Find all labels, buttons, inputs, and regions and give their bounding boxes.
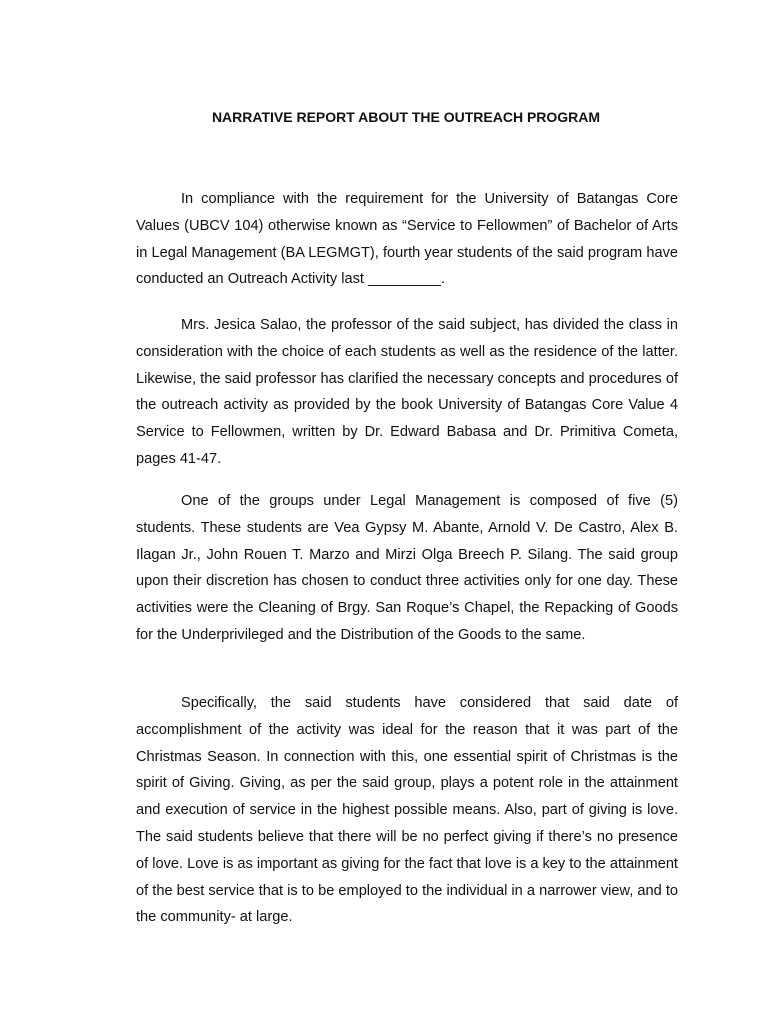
paragraph-4: Specifically, the said students have considered that said date of accomplishment of the activity was ideal for the reason that it was part of the Christmas Season. In connection with this, one essential spirit of Christmas is the spirit of Giving. Giving, as per the said group, plays a potent role in the attainment and execution of service in the highest possible means. Also, part of giving is love. The said students believe that there will be no perfect giving if there’s no presence of love. Love is as important as giving for the fact that love is a key to the attainment of the best service that is to be employed to the individual in a narrower view, and to the community- at large. [136,695,678,926]
paragraph-1: In compliance with the requirement for the University of Batangas Core Values (UBCV 104) otherwise known as “Service to Fellowmen” of Bachelor of Arts in Legal Management (BA LEGMGT), fourth year students of the said program have conducted an Outreach Activity last _________. [136,191,678,288]
document-title: NARRATIVE REPORT ABOUT THE OUTREACH PROGRAM [211,109,601,125]
paragraph-2: Mrs. Jesica Salao, the professor of the said subject, has divided the class in consideration with the choice of each students as well as the residence of the latter. Likewise, the said professor has clarified the necessary concepts and procedures of the outreach activity as provided by the book University of Batangas Core Value 4 Service to Fellowmen, written by Dr. Edward Babasa and Dr. Primitiva Cometa, pages 41-47. [136,317,678,467]
paragraph-3: One of the groups under Legal Management is composed of five (5) students. These students are Vea Gypsy M. Abante, Arnold V. De Castro, Alex B. Ilagan Jr., John Rouen T. Marzo and Mirzi Olga Breech P. Silang. The said group upon their discretion has chosen to conduct three activities only for one day. These activities were the Cleaning of Brgy. San Roque’s Chapel, the Repacking of Goods for the Underprivileged and the Distribution of the Goods to the same. [136,493,678,643]
